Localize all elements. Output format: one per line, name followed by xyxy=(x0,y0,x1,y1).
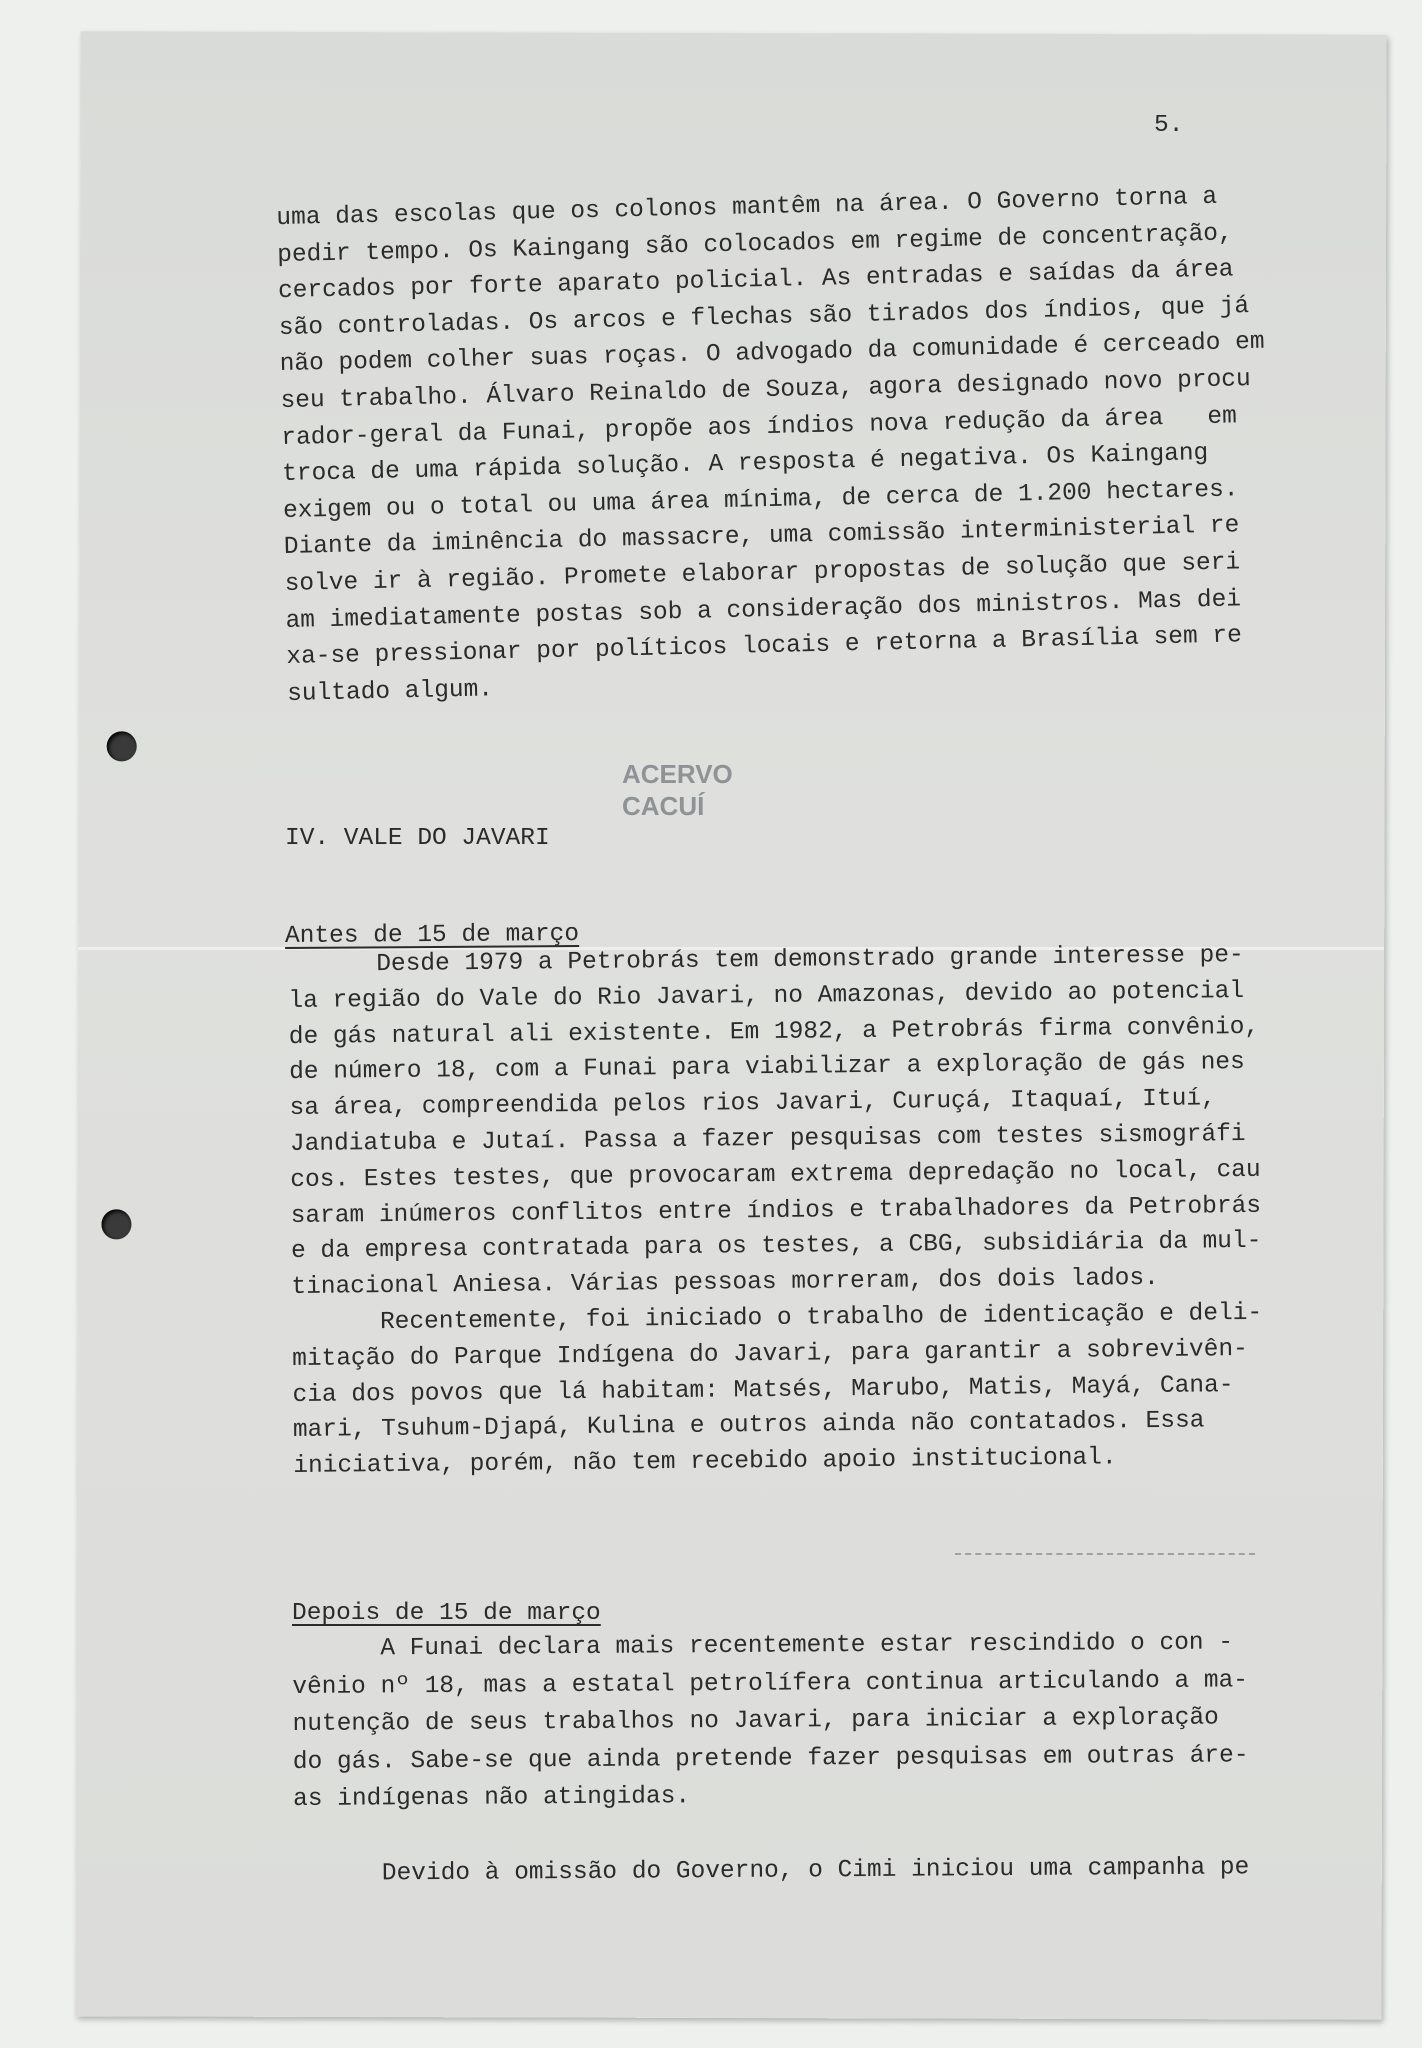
text-line: saram inúmeros conflitos entre índios e trabalhadores da Petrobrás xyxy=(290,1192,1262,1230)
text-line: não podem colher suas roças. O advogado da comunidade é cerceado em xyxy=(279,329,1265,379)
text-line: cercados por forte aparato policial. As entradas e saídas da área xyxy=(277,256,1234,306)
text-line: iniciativa, porém, não tem recebido apoio institucional. xyxy=(293,1444,1117,1481)
subsection-2-title: Depois de 15 de março xyxy=(292,1600,601,1627)
text-line: Desde 1979 a Petrobrás tem demonstrado grande interesse pe- xyxy=(287,942,1244,980)
text-line: tinacional Aniesa. Várias pessoas morreram, dos dois lados. xyxy=(291,1265,1159,1302)
text-line: pedir tempo. Os Kaingang são colocados em regime de concentração, xyxy=(276,219,1233,269)
text-line: de número 18, com a Funai para viabilizar a exploração de gás nes xyxy=(289,1049,1245,1087)
text-line: seu trabalho. Álvaro Reinaldo de Souza, agora designado novo procu xyxy=(280,366,1251,416)
text-line: são controladas. Os arcos e flechas são tirados dos índios, que já xyxy=(278,292,1250,342)
text-line: mitação do Parque Indígena do Javari, para garantir a sobrevivên- xyxy=(292,1335,1248,1373)
punch-hole xyxy=(101,1209,131,1239)
text-line: xa-se pressionar por políticos locais e retorna a Brasília sem re xyxy=(286,622,1243,672)
text-line: sultado algum. xyxy=(286,676,494,708)
text-line: Jandiatuba e Jutaí. Passa a fazer pesquisas com testes sismográfi xyxy=(289,1121,1246,1159)
text-line: Devido à omissão do Governo, o Cimi iniciou uma campanha pe xyxy=(293,1854,1250,1888)
text-line: de gás natural ali existente. Em 1982, a Petrobrás firma convênio, xyxy=(288,1013,1260,1051)
text-line: cia dos povos que lá habitam: Matsés, Marubo, Matis, Mayá, Cana- xyxy=(292,1371,1234,1409)
text-line: e da empresa contratada para os testes, a CBG, subsidiária da mul- xyxy=(290,1228,1262,1266)
subsection-1-title: Antes de 15 de março xyxy=(284,920,580,951)
page-number: 5. xyxy=(1154,112,1184,139)
text-line: uma das escolas que os colonos mantêm na área. O Governo torna a xyxy=(276,183,1218,233)
watermark xyxy=(622,758,733,822)
text-line: rador-geral da Funai, propõe aos índios nova redução da área em xyxy=(281,402,1238,452)
text-line: A Funai declara mais recentemente estar rescindido o con - xyxy=(291,1629,1234,1663)
text-line: as indígenas não atingidas. xyxy=(293,1783,691,1813)
text-line: solve ir à região. Promete elaborar propostas de solução que seri xyxy=(284,549,1241,598)
section-title: IV. VALE DO JAVARI xyxy=(285,825,550,852)
text-line: vênio nº 18, mas a estatal petrolífera continua articulando a ma- xyxy=(292,1666,1249,1701)
text-line: am imediatamente postas sob a consideração dos ministros. Mas dei xyxy=(285,585,1242,635)
text-line: la região do Vale do Rio Javari, no Amazonas, devido ao potencial xyxy=(288,977,1245,1015)
watermark-line-2: CACUÍ xyxy=(622,791,705,821)
text-line: sa área, compreendida pelos rios Javari, Curuçá, Itaquaí, Ituí, xyxy=(289,1085,1216,1123)
text-line: nutenção de seus trabalhos no Javari, para iniciar a exploração xyxy=(292,1704,1219,1738)
text-line: mari, Tsuhum-Djapá, Kulina e outros ainda não contatados. Essa xyxy=(292,1407,1205,1445)
text-line: troca de uma rápida solução. A resposta é negativa. Os Kaingang xyxy=(281,440,1209,489)
text-line: Recentemente, foi iniciado o trabalho de identicação e deli- xyxy=(291,1299,1263,1338)
text-line: exigem ou o total ou uma área mínima, de cerca de 1.200 hectares. xyxy=(282,476,1239,525)
text-line: do gás. Sabe-se que ainda pretende fazer pesquisas em outras áre- xyxy=(292,1741,1249,1776)
punch-hole xyxy=(107,731,137,761)
separator-line xyxy=(955,1553,1255,1555)
text-line: Diante da iminência do massacre, uma comissão interministerial re xyxy=(283,512,1240,562)
watermark-line-1: ACERVO xyxy=(622,759,733,789)
text-line: cos. Estes testes, que provocaram extrema depredação no local, cau xyxy=(290,1156,1261,1194)
